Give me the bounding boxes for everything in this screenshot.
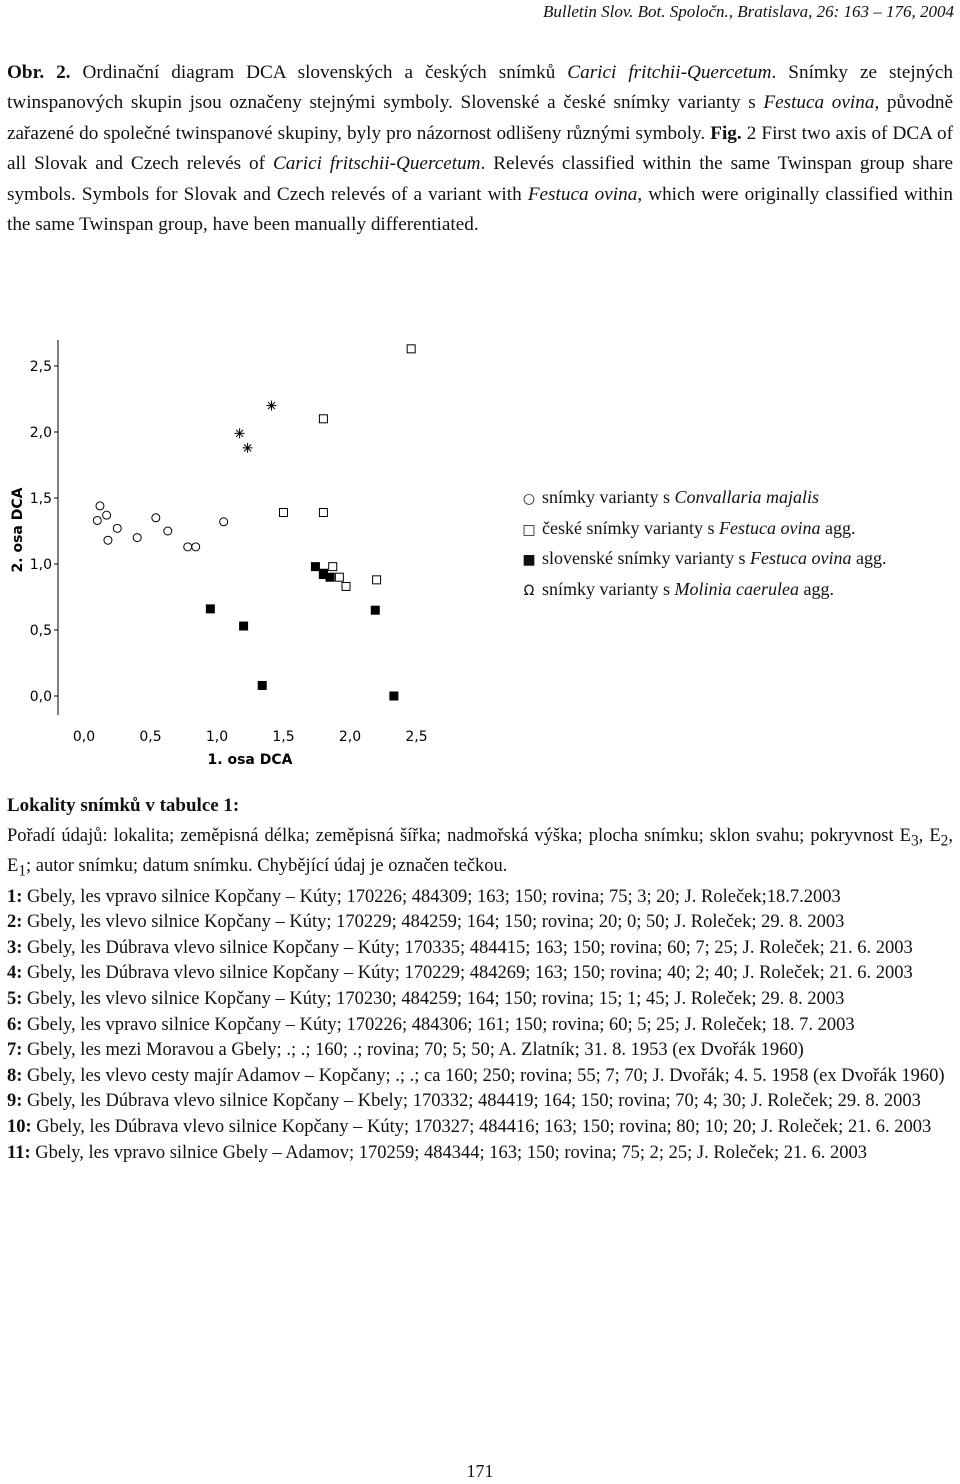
data-point-circle (133, 534, 141, 542)
data-point-circle (152, 514, 160, 522)
data-point-square (335, 573, 343, 581)
figure-caption (7, 58, 953, 240)
chart-legend (520, 483, 886, 605)
data-point-square (373, 576, 381, 584)
caption-cz-label: Obr. 2. (7, 62, 71, 83)
data-point-circle (113, 524, 121, 532)
legend-item-filled-square (520, 544, 886, 575)
legend-species: Festuca ovina (749, 548, 852, 568)
legend-item-omega (520, 575, 886, 606)
caption-en-text-3: , which were originally classified within the same Twinspan group, have been manually differentiated. (7, 183, 953, 236)
x-ticks (73, 729, 428, 745)
locality-text: Gbely, les vlevo silnice Kopčany – Kúty; 170230; 484259; 164; 150; rovina; 15; 1; 45; J. Roleček; 29. 8. 2003 (22, 988, 845, 1009)
locality-text: Gbely, les Dúbrava vlevo silnice Kopčany – Kúty; 170327; 484416; 163; 150; rovina; 80; 10; 20; J. Roleček; 21. 6. 2003 (31, 1116, 932, 1137)
data-point-circle (192, 543, 200, 551)
data-point-asterisk (243, 443, 253, 453)
data-point-circle (104, 536, 112, 544)
data-point-square (319, 509, 327, 517)
square-icon: □ (522, 521, 536, 538)
caption-en-festuca: Festuca ovina (527, 183, 638, 205)
data-point-filled-square (319, 570, 328, 579)
legend-suffix: agg. (851, 548, 887, 568)
legend-text: snímky varianty s (542, 487, 675, 507)
locality-text: Gbely, les Dúbrava vlevo silnice Kopčany – Kúty; 170229; 484269; 163; 150; rovina; 40; 2; 40; J. Roleček; 21. 6. 2003 (22, 963, 913, 984)
data-point-circle (184, 543, 192, 551)
intro-sub: 1 (18, 862, 27, 880)
x-tick-label: 2,5 (405, 729, 428, 745)
locality-number: 2: (7, 912, 23, 933)
data-points (93, 345, 415, 701)
localities-list (7, 824, 953, 1166)
locality-number: 10: (7, 1116, 32, 1137)
data-point-asterisk (235, 428, 245, 438)
locality-item (7, 910, 953, 936)
data-point-circle (93, 516, 101, 524)
data-point-filled-square (258, 681, 267, 690)
locality-number: 5: (7, 988, 23, 1009)
data-point-circle (164, 527, 172, 535)
data-point-circle (103, 511, 111, 519)
locality-number: 7: (7, 1040, 23, 1061)
legend-text: snímky varianty s (542, 578, 675, 599)
locality-number: 11: (7, 1142, 31, 1163)
x-tick-label: 1,0 (205, 729, 229, 745)
x-axis-label: 1. osa DCA (207, 752, 293, 768)
locality-text: Gbely, les Dúbrava vlevo silnice Kopčany – Kúty; 170335; 484415; 163; 150; rovina; 60; 7; 25; J. Roleček; 21. 6. 2003 (22, 937, 913, 958)
legend-item-square (520, 514, 886, 545)
data-point-filled-square (311, 562, 320, 571)
data-point-square (280, 509, 288, 517)
locality-item (7, 936, 953, 962)
data-point-square (319, 415, 327, 423)
locality-text: Gbely, les vpravo silnice Kopčany – Kúty; 170226; 484309; 163; 150; rovina; 75; 3; 20; J. Roleček;18.7.2003 (22, 886, 841, 907)
circle-icon: ○ (522, 491, 536, 507)
locality-item (7, 885, 953, 911)
y-tick-label: 0,5 (29, 623, 52, 639)
y-tick-label: 1,5 (29, 491, 52, 507)
data-point-filled-square (371, 606, 380, 615)
legend-suffix: agg. (820, 517, 856, 538)
locality-text: Gbely, les vpravo silnice Kopčany – Kúty; 170226; 484306; 161; 150; rovina; 60; 5; 25; J. Roleček; 18. 7. 2003 (22, 1014, 855, 1035)
filled-square-icon: ■ (522, 552, 536, 568)
caption-en-label: Fig. (710, 122, 742, 144)
data-point-square (342, 582, 350, 590)
locality-item (7, 987, 953, 1013)
legend-item-circle (520, 483, 886, 514)
legend-species: Festuca ovina (718, 517, 821, 538)
data-point-asterisk (267, 401, 277, 411)
locality-text: Gbely, les Dúbrava vlevo silnice Kopčany – Kbely; 170332; 484419; 164; 150; rovina; 70; 4; 30; J. Roleček; 29. 8. 2003 (22, 1091, 921, 1112)
intro-sub: 3 (910, 832, 919, 850)
dca-scatter-plot (0, 330, 460, 780)
data-point-circle (220, 518, 228, 526)
data-point-square (407, 345, 415, 353)
y-ticks (30, 359, 58, 705)
y-tick-label: 0,0 (29, 689, 52, 705)
caption-cz-text-1: Ordinační diagram DCA slovenských a českých snímků (70, 62, 568, 83)
intro-text: ; autor snímku; datum snímku. Chybějící údaj je označen tečkou. (26, 856, 508, 877)
locality-number: 3: (7, 937, 23, 958)
localities-title: Lokality snímků v tabulce 1: (7, 795, 240, 816)
locality-number: 1: (7, 886, 23, 907)
journal-header: Bulletin Slov. Bot. Spoločn., Bratislava, 26: 163 – 176, 2004 (543, 2, 954, 21)
locality-item (7, 1013, 953, 1039)
locality-item (7, 1115, 953, 1141)
caption-cz-festuca: Festuca ovina (763, 92, 875, 114)
legend-species: Convallaria majalis (674, 487, 820, 507)
locality-text: Gbely, les vlevo silnice Kopčany – Kúty; 170229; 484259; 164; 150; rovina; 20; 0; 50; J. Roleček; 29. 8. 2003 (22, 912, 845, 933)
locality-item (7, 1089, 953, 1115)
caption-en-species: Carici fritschii-Quercetum (272, 153, 481, 175)
locality-text: Gbely, les vpravo silnice Gbely – Adamov; 170259; 484344; 163; 150; rovina; 75; 2; 25; J. Roleček; 21. 6. 2003 (30, 1142, 867, 1163)
locality-number: 4: (7, 963, 23, 984)
x-tick-label: 2,0 (338, 729, 362, 745)
intro-text: , E (7, 826, 953, 877)
locality-number: 8: (7, 1065, 23, 1086)
x-tick-label: 1,5 (272, 729, 295, 745)
intro-sub: 2 (940, 832, 949, 850)
legend-text: slovenské snímky varianty s (542, 548, 750, 568)
legend-species: Molinia caerulea (674, 578, 799, 599)
intro-text: , E (918, 826, 941, 846)
y-axis-label: 2. osa DCA (10, 487, 26, 573)
locality-item (7, 1064, 953, 1090)
locality-number: 9: (7, 1091, 23, 1112)
locality-item (7, 1038, 953, 1064)
x-tick-label: 0,5 (139, 729, 162, 745)
page-number: 171 (466, 1461, 494, 1481)
caption-cz-species: Carici fritchii-Quercetum (567, 62, 772, 83)
omega-icon: Ω (523, 582, 535, 599)
data-point-square (329, 563, 337, 571)
caption-cz-text-2: . Snímky ze stejných twinspanových skupin jsou označeny stejnými symboly. Slovenské a české snímky varianty s (7, 62, 953, 114)
locality-text: Gbely, les vlevo cesty majír Adamov – Kopčany; .; .; ca 160; 250; rovina; 55; 7; 70; J. Dvořák; 4. 5. 1958 (ex Dvořák 1960) (22, 1065, 945, 1086)
x-tick-label: 0,0 (72, 729, 96, 745)
data-point-filled-square (206, 604, 215, 613)
y-tick-label: 2,0 (29, 425, 52, 441)
caption-en-text-1: 2 First two axis of DCA of all Slovak and Czech relevés of (7, 122, 953, 175)
intro-text: Pořadí údajů: lokalita; zeměpisná délka; zeměpisná šířka; nadmořská výška; plocha snímku; sklon svahu; pokryvnost E (7, 826, 911, 846)
caption-cz-text-3: , původně zařazené do společné twinspanové skupiny, byly pro názornost odlišeny různými symboly. (7, 92, 953, 144)
locality-item (7, 961, 953, 987)
data-point-circle (96, 502, 104, 510)
y-tick-label: 2,5 (29, 359, 52, 375)
locality-number: 6: (7, 1014, 23, 1035)
locality-text: Gbely, les mezi Moravou a Gbely; .; .; 160; .; rovina; 70; 5; 50; A. Zlatník; 31. 8. 1953 (ex Dvořák 1960) (22, 1040, 804, 1061)
localities-intro (7, 824, 953, 885)
caption-en-text-2: . Relevés classified within the same Twinspan group share symbols. Symbols for Slovak and Czech relevés of a variant with (7, 153, 953, 205)
data-point-filled-square (239, 622, 248, 631)
legend-suffix: agg. (798, 578, 834, 599)
legend-text: české snímky varianty s (542, 517, 719, 538)
locality-item (7, 1141, 953, 1167)
y-tick-label: 1,0 (29, 557, 52, 573)
data-point-filled-square (389, 692, 398, 701)
